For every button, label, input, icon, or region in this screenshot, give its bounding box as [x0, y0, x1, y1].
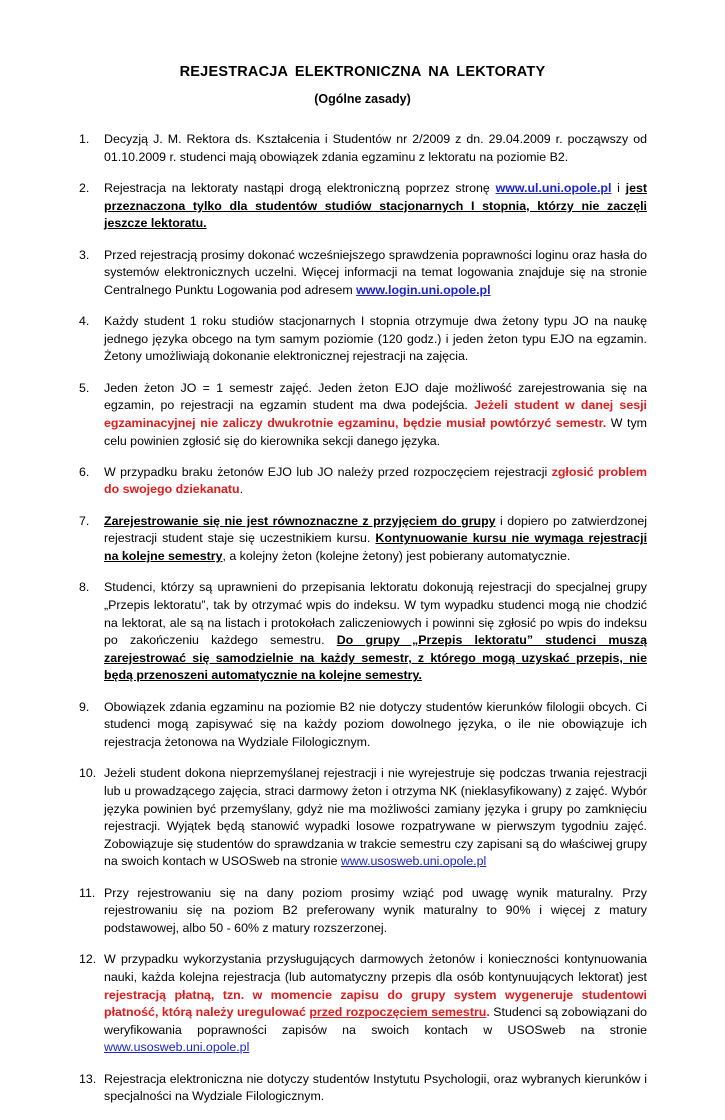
rule-text: , a kolejny żeton (kolejne żetony) jest pobierany automatycznie.: [222, 549, 571, 564]
rule-item: [0, 131, 725, 166]
rule-number: 10.: [79, 766, 97, 781]
rule-text: Każdy student 1 roku studiów stacjonarnych I stopnia otrzymuje dwa żetony typu JO na naukę jednego języka obcego na tym samym poziomie (120 godz.) i jeden żeton typu EJO na egzamin. Żetony umożliwiają dokonanie elektronicznej rejestracji na zajęcia.: [104, 314, 647, 364]
rule-number: 13.: [79, 1071, 97, 1086]
rule-text: Do grupy „Przepis lektoratu” studenci muszą zarejestrować się samodzielnie na każdy semestr, z którego mogą uzyskać przepis, nie będą przenoszeni automatycznie na kolejne semestry.: [104, 633, 647, 683]
rule-text: Przed rejestracją prosimy dokonać wcześniejszego sprawdzenia poprawności loginu oraz hasła do systemów elektronicznych uczelni. Więcej informacji na temat logowania znajduje się na stronie Centralnego Punktu Logowania pod adresem: [104, 247, 647, 297]
rule-text: rejestracją płatną, tzn. w momencie zapisu do grupy system wygeneruje studentowi płatność, którą należy uregulować: [104, 987, 647, 1020]
rule-text: Jeżeli student dokona nieprzemyślanej rejestracji i nie wyrejestruje się podczas trwania rejestracji lub u prowadzącego zajęcia, straci darmowy żeton i otrzyma NK (nieklasyfikowany) z zajęć. Wybór języka powinien być przemyślany, gdyż nie ma możliwości zamiany języka i grupy po zamknięciu rejestracji. Wyjątek będą stanowić wypadki losowe rozpatrywane w pierwszym tygodniu zajęć. Zobowiązuje się studentów do sprawdzania w trakcie semestru czy zapisani są do właściwej grupy na swoich kontach w USOSweb na stronie: [104, 766, 647, 869]
rule-item: [0, 1071, 725, 1106]
rule-number: 3.: [79, 247, 90, 262]
rule-text: Rejestracja na lektoraty nastąpi drogą elektroniczną poprzez stronę: [104, 180, 496, 195]
rule-item: [0, 247, 725, 300]
rule-text: zgłosić problem do swojego dziekanatu: [104, 464, 647, 497]
rule-item: [0, 313, 725, 366]
rule-text: W przypadku wykorzystania przysługujących darmowych żetonów i konieczności kontynuowania nauki, każda kolejna rejestracja (lub automatyczny przepis dla osób kontynuujących lektorat) jest: [104, 952, 647, 984]
rule-text: W przypadku braku żetonów EJO lub JO należy przed rozpoczęciem rejestracji: [104, 464, 552, 479]
rule-number: 12.: [79, 952, 97, 967]
rule-item: [0, 464, 725, 499]
rule-number: 1.: [79, 132, 90, 146]
rule-item: [0, 699, 725, 752]
rule-number: 4.: [79, 314, 90, 329]
document-title: REJESTRACJA ELEKTRONICZNA NA LEKTORATY: [179, 64, 546, 80]
rule-number: 9.: [79, 699, 90, 714]
rule-text: i: [611, 180, 626, 195]
rule-number: 8.: [79, 580, 90, 595]
rule-text: .: [486, 1005, 490, 1020]
rule-item: [0, 579, 725, 685]
rule-number: 7.: [79, 513, 90, 528]
rule-text: Rejestracja elektroniczna nie dotyczy studentów Instytutu Psychologii, oraz wybranych kierunków i specjalności na Wydziale Filologicznym.: [104, 1071, 647, 1104]
rule-text: Studenci są zobowiązani do weryfikowania poprawności zapisów na swoich kontach w USOSweb na stronie: [104, 1005, 647, 1037]
rule-text: .: [239, 482, 244, 497]
rule-item: [0, 885, 725, 938]
rule-item: [0, 180, 725, 233]
rule-text: Jeden żeton JO = 1 semestr zajęć. Jeden żeton EJO daje możliwość zarejestrowania się na egzamin, po rejestracji na egzamin student ma dwa podejścia.: [104, 380, 647, 413]
rule-text: Obowiązek zdania egzaminu na poziomie B2 nie dotyczy studentów kierunków filologii obcych. Ci studenci mogą zapisywać się na każdy poziom dowolnego języka, o ile nie obowiązuje ich rejestracja żetonowa na Wydziale Filologicznym.: [104, 699, 647, 749]
rule-text: i dopiero po zatwierdzonej rejestracji student staje się uczestnikiem kursu.: [104, 513, 647, 546]
rule-text: W tym celu powinien zgłosić się do kierownika sekcji danego języka.: [104, 415, 647, 448]
rule-number: 6.: [79, 464, 90, 479]
rule-text: Jeżeli student w danej sesji egzaminacyjnej nie zaliczy dwukrotnie egzaminu, będzie musiał powtórzyć semestr.: [104, 398, 647, 430]
rule-number: 2.: [79, 180, 90, 195]
rule-item: [0, 513, 725, 566]
rule-text: Kontynuowanie kursu nie wymaga rejestracji na kolejne semestry: [104, 531, 648, 564]
rule-text: jest przeznaczona tylko dla studentów studiów stacjonarnych I stopnia, którzy nie zaczęli jeszcze lektoratu.: [104, 180, 647, 231]
rule-text: Decyzją J. M. Rektora ds. Kształcenia i Studentów nr 2/2009 z dn. 29.04.2009 r. począwszy od 01.10.2009 r. studenci mają obowiązek zdania egzaminu z lektoratu na poziomie B2.: [104, 132, 647, 164]
rule-text: Studenci, którzy są uprawnieni do przepisania lektoratu dokonują rejestracji do specjalnej grupy „Przepis lektoratu”, tak by otrzymać wpis do indeksu. W tym wypadku studenci mogą nie chodzić na lektorat, ale są na listach i protokołach zaliczeniowych i powinni się zgłosić po wpis do indeksu po zakończeniu każdego semestru.: [104, 580, 647, 648]
rule-item: [0, 765, 725, 871]
rule-number: 5.: [79, 380, 90, 395]
document-subtitle: (Ogólne zasady): [314, 92, 411, 106]
rule-number: 11.: [79, 885, 96, 900]
rule-item: [0, 951, 725, 1057]
rule-text: Zarejestrowanie się nie jest równoznaczne z przyjęciem do grupy: [104, 513, 496, 528]
rule-item: [0, 380, 725, 450]
website-link[interactable]: www.usosweb.uni.opole.pl: [340, 854, 487, 869]
website-link[interactable]: www.login.uni.opole.pl: [356, 282, 491, 297]
website-link[interactable]: www.usosweb.uni.opole.pl: [104, 1040, 250, 1055]
website-link[interactable]: www.ul.uni.opole.pl: [495, 180, 612, 195]
rule-text: Przy rejestrowaniu się na dany poziom prosimy wziąć pod uwagę wynik maturalny. Przy rejestrowaniu się na poziom B2 preferowany wynik maturalny to 90% i więcej z matury podstawowej, albo 50 - 60% z matury rozszerzonej.: [104, 885, 647, 935]
rules-list: [0, 131, 725, 1120]
rule-text: przed rozpoczęciem semestru: [309, 1005, 487, 1020]
